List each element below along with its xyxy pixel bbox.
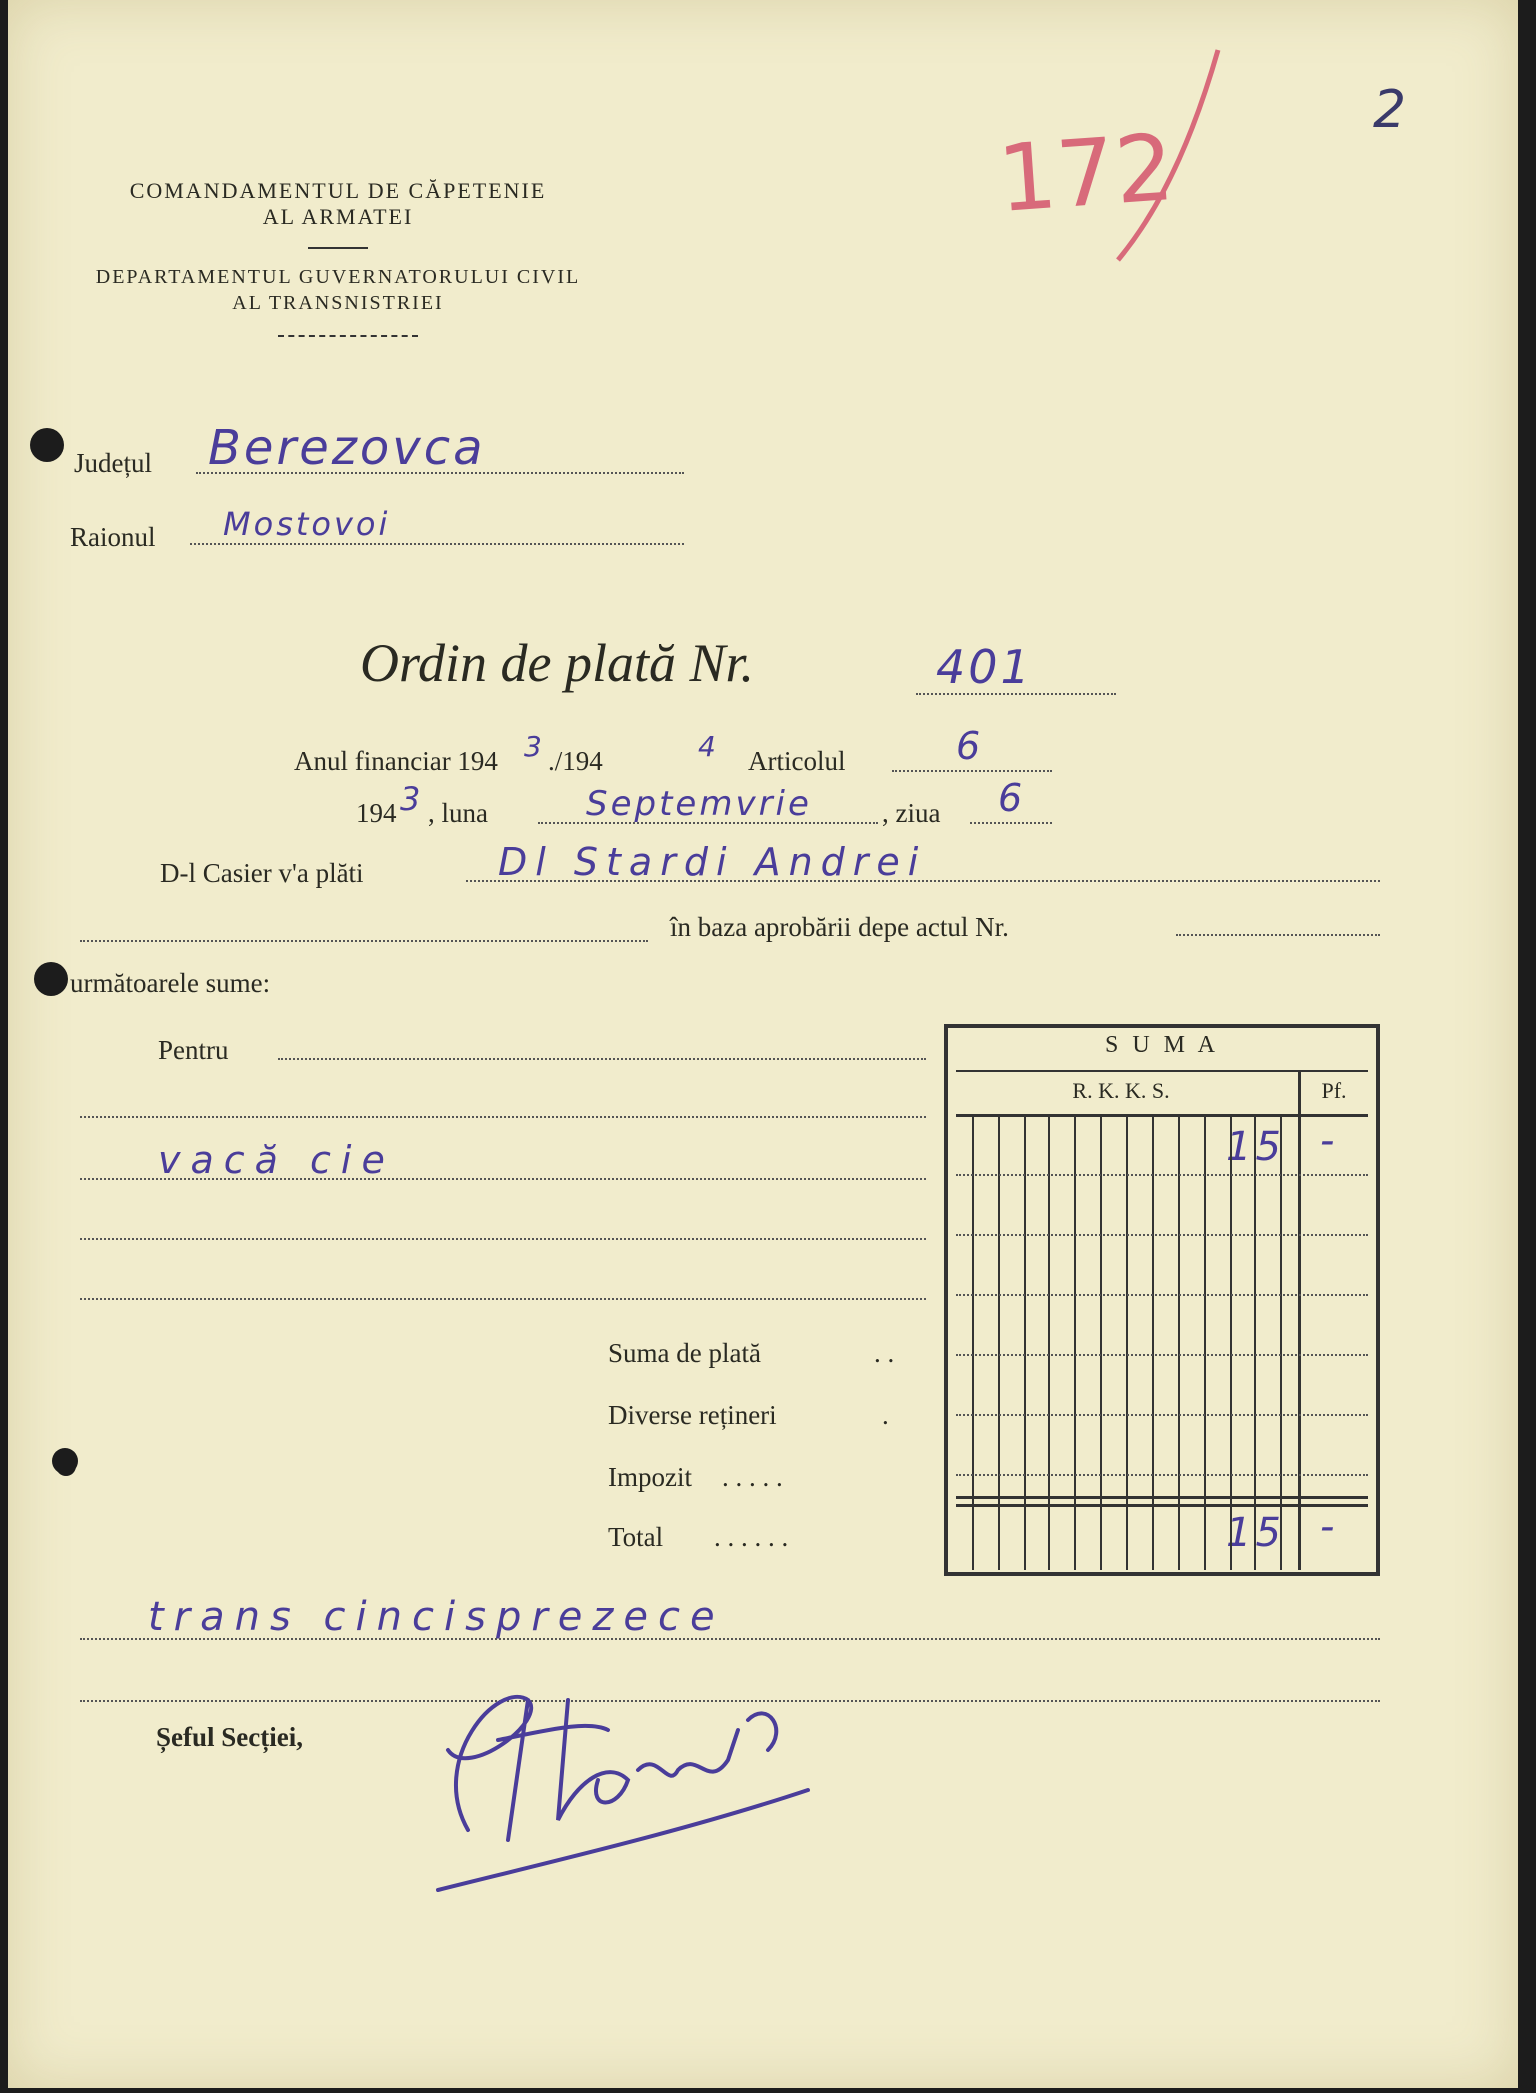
raionul-value: Mostovoi [223, 505, 391, 543]
ziua-label: , ziua [882, 798, 941, 828]
red-archive-number: 172 [994, 114, 1178, 233]
pentru-line-3 [80, 1178, 926, 1180]
amount-value: 15 [1226, 1124, 1285, 1170]
total-label: Total [608, 1522, 664, 1552]
red-stroke-mark [1088, 40, 1238, 270]
judetul-value: Berezovca [208, 420, 486, 476]
header-line-4: AL TRANSNISTRIEI [232, 292, 444, 314]
table-column-rule [1024, 1114, 1026, 1570]
date-year-label: 194 [356, 798, 397, 828]
table-row-rule [956, 1474, 1368, 1476]
pentru-item: vacă cie [158, 1138, 395, 1182]
table-column-rule [998, 1114, 1000, 1570]
table-column-rule [1178, 1114, 1180, 1570]
leader-dots: . [882, 1400, 889, 1430]
baza-label: în baza aprobării depe actul Nr. [670, 912, 1009, 942]
amount-in-words: trans cincisprezece [148, 1594, 725, 1640]
table-column-rule [1126, 1114, 1128, 1570]
year-two: 4 [698, 730, 719, 763]
pentru-line-5 [80, 1298, 926, 1300]
raionul-line [190, 543, 684, 545]
diverse-retineri-label: Diverse rețineri [608, 1400, 777, 1430]
anul-financiar-label: Anul financiar 194 [294, 746, 498, 776]
table-row-rule [956, 1174, 1368, 1176]
table-column-rule [1280, 1114, 1282, 1570]
header-divider [308, 247, 368, 249]
table-sub-right: Pf. [1321, 1078, 1347, 1103]
table-row-rule [956, 1354, 1368, 1356]
luna-label: , luna [428, 798, 488, 828]
table-column-rule [1152, 1114, 1154, 1570]
baza-left-line [80, 940, 648, 942]
table-column-rule [972, 1114, 974, 1570]
table-header: S U M A [1104, 1032, 1220, 1058]
leader-dots: . . . . . [722, 1462, 783, 1492]
date-year-digit: 3 [400, 780, 424, 818]
table-divider [956, 1070, 1368, 1072]
urmatoarele-label: următoarele sume: [70, 968, 271, 998]
ziua-line [970, 822, 1052, 824]
table-sub-left: R. K. K. S. [1072, 1078, 1170, 1103]
amount-table [944, 1024, 1380, 1576]
document-title: Ordin de plată Nr. [360, 633, 755, 693]
order-number: 401 [936, 640, 1033, 694]
articolul-line [892, 770, 1052, 772]
total-amount-pf: - [1320, 1504, 1338, 1550]
table-column-rule [1100, 1114, 1102, 1570]
corner-page-mark: 2 [1373, 80, 1410, 140]
header-line-2: AL ARMATEI [262, 204, 414, 229]
raionul-label: Raionul [70, 522, 156, 552]
articolul-label: Articolul [748, 746, 846, 776]
table-column-rule [1204, 1114, 1206, 1570]
punch-hole [34, 962, 68, 996]
document-page [8, 0, 1518, 2088]
pentru-line-1 [278, 1058, 926, 1060]
table-column-rule [1254, 1114, 1256, 1570]
amount-pf: - [1320, 1118, 1338, 1164]
ziua-value: 6 [998, 776, 1026, 820]
articolul-value: 6 [956, 724, 984, 768]
punch-hole [56, 1456, 76, 1476]
total-amount-value: 15 [1226, 1510, 1285, 1556]
table-row-rule [956, 1414, 1368, 1416]
year-separator: ./194 [548, 746, 603, 776]
punch-hole [30, 428, 64, 462]
table-column-rule [1230, 1114, 1232, 1570]
judetul-label: Județul [74, 448, 152, 478]
pentru-label: Pentru [158, 1035, 229, 1065]
impozit-label: Impozit [608, 1462, 692, 1492]
table-row-rule [956, 1294, 1368, 1296]
table-column-rule [1074, 1114, 1076, 1570]
baza-right-line [1176, 934, 1380, 936]
year-one: 3 [524, 730, 545, 763]
pentru-line-4 [80, 1238, 926, 1240]
table-row-rule [956, 1234, 1368, 1236]
table-column-rule [1048, 1114, 1050, 1570]
luna-value: Septemvrie [586, 784, 812, 824]
pentru-line-2 [80, 1116, 926, 1118]
header-line-3: DEPARTAMENTUL GUVERNATORULUI CIVIL [95, 266, 581, 288]
table-divider [956, 1496, 1368, 1499]
seful-sectiei-label: Șeful Secției, [156, 1722, 303, 1752]
leader-dots: . . . . . . [714, 1522, 789, 1552]
casier-label: D-l Casier v'a plăti [160, 858, 364, 888]
table-divider [956, 1504, 1368, 1507]
table-divider [956, 1114, 1368, 1117]
table-column-rule [1298, 1070, 1301, 1570]
casier-value: Dl Stardi Andrei [498, 840, 927, 884]
header-divider [278, 335, 418, 337]
signature-mark [408, 1640, 828, 1900]
leader-dots: . . [874, 1338, 895, 1368]
suma-de-plata-label: Suma de plată [608, 1338, 761, 1368]
header-line-1: COMANDAMENTUL DE CĂPETENIE [129, 178, 547, 203]
